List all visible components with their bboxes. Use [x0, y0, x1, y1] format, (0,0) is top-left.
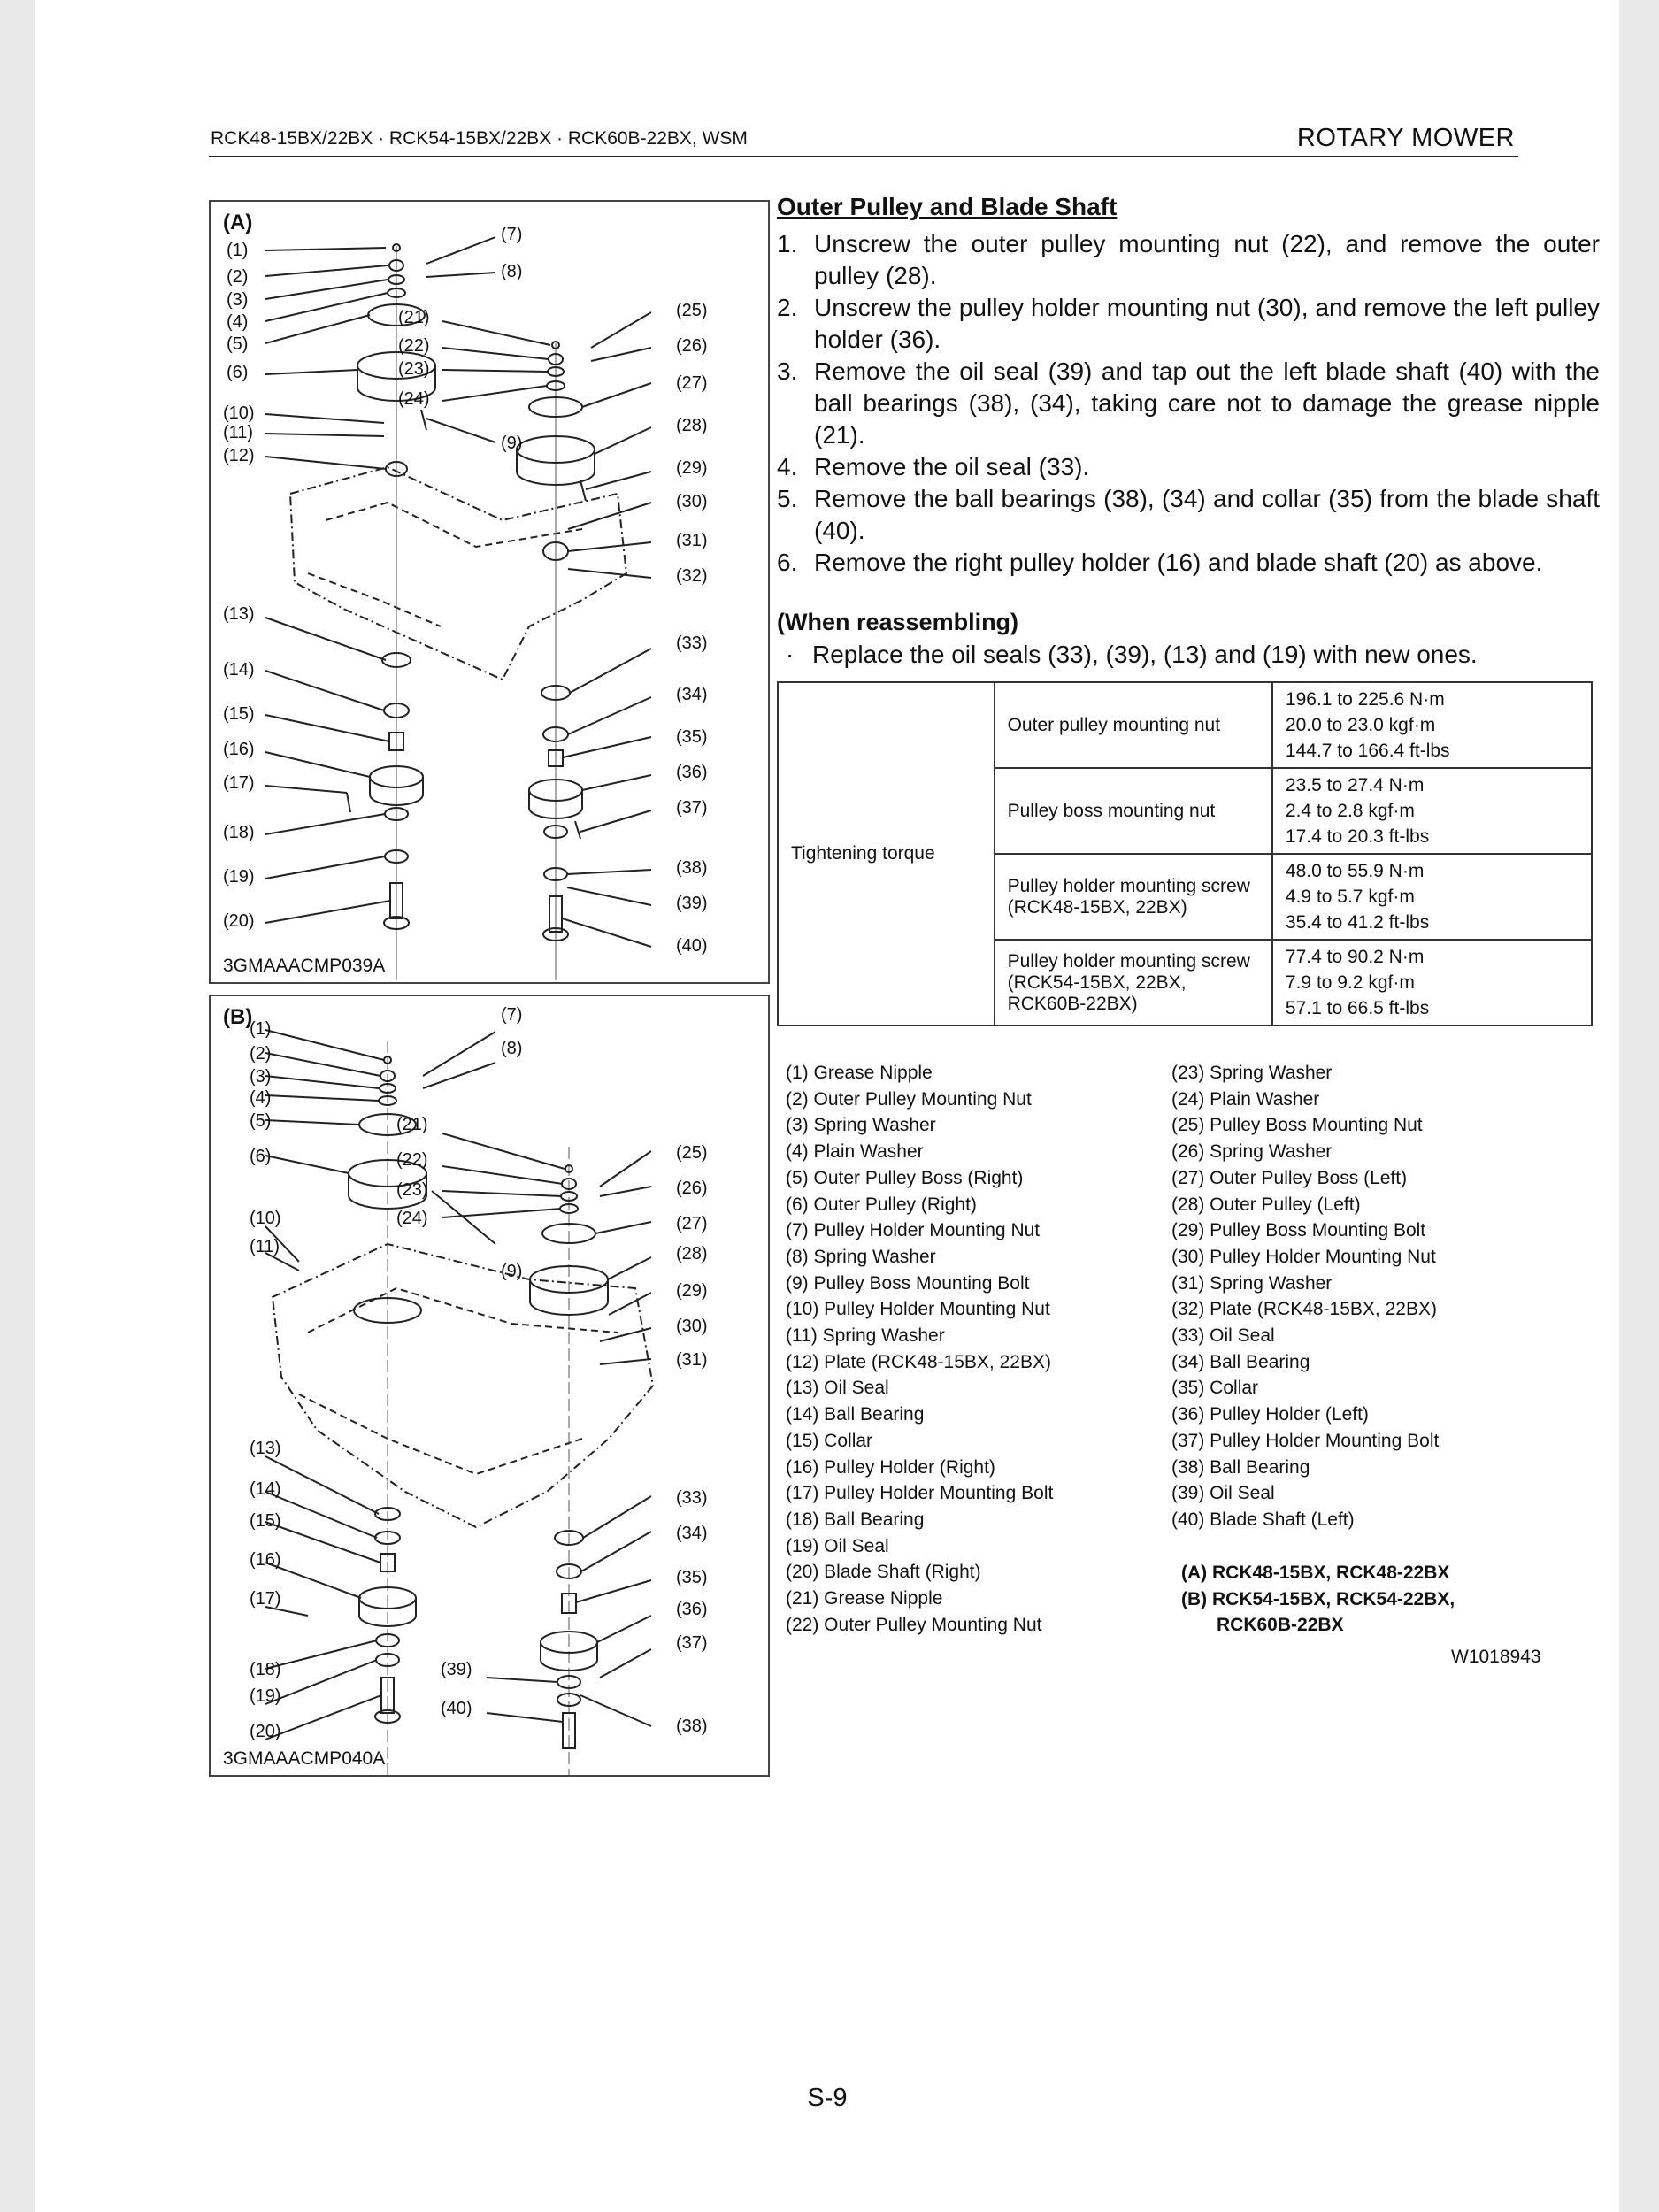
legend-item: (10) Pulley Holder Mounting Nut [786, 1299, 1050, 1320]
step-text: Remove the ball bearings (38), (34) and collar (35) from the blade shaft (40). [814, 485, 1600, 544]
legend-item: (28) Outer Pulley (Left) [1171, 1194, 1361, 1215]
callout: (24) [398, 389, 430, 409]
callout: (32) [676, 566, 708, 586]
callout: (30) [676, 492, 708, 511]
callout: (16) [223, 740, 255, 759]
figure-b-label: (B) [223, 1005, 253, 1029]
callout: (13) [223, 604, 255, 624]
legend-item: (14) Ball Bearing [786, 1404, 925, 1425]
callout: (35) [676, 1568, 708, 1587]
callout: (8) [501, 262, 523, 281]
callout: (29) [676, 1281, 708, 1301]
document-code: W1018943 [1451, 1647, 1541, 1667]
legend-item: (23) Spring Washer [1171, 1063, 1333, 1083]
tightening-torque-table [777, 681, 1593, 1026]
legend-item: (30) Pulley Holder Mounting Nut [1171, 1246, 1436, 1267]
model-key [1181, 1560, 1455, 1639]
callout: (1) [250, 1019, 272, 1039]
callout: (1) [227, 241, 249, 260]
callout: (31) [676, 1350, 708, 1370]
legend-item: (17) Pulley Holder Mounting Bolt [786, 1483, 1054, 1504]
table-row [778, 682, 1592, 768]
callout: (36) [676, 763, 708, 782]
spec-value: 17.4 to 20.3 ft-lbs [1285, 826, 1430, 847]
reassembling-text: Replace the oil seals (33), (39), (13) and (19) with new ones. [812, 641, 1478, 668]
figure-b-code: 3GMAAACMP040A [223, 1748, 386, 1769]
callout: (19) [250, 1686, 281, 1706]
callout: (21) [398, 308, 430, 327]
table-category-cell: Tightening torque [778, 682, 995, 1025]
model-key-item: (A) RCK48-15BX, RCK48-22BX [1181, 1563, 1450, 1583]
exploded-diagram-b-drawing [211, 996, 768, 1775]
legend-item: (18) Ball Bearing [786, 1509, 925, 1530]
legend-item: (6) Outer Pulley (Right) [786, 1194, 977, 1215]
spec-value: 196.1 to 225.6 N·m [1285, 689, 1445, 710]
callout: (5) [250, 1111, 272, 1131]
legend-item: (15) Collar [786, 1430, 873, 1451]
callout: (28) [676, 416, 708, 435]
callout: (39) [676, 894, 708, 913]
callout: (40) [676, 936, 708, 956]
step-number: 1. [777, 230, 798, 257]
model-key-item: (B) RCK54-15BX, RCK54-22BX, [1181, 1588, 1455, 1609]
figure-a-code: 3GMAAACMP039A [223, 956, 386, 976]
callout: (10) [223, 403, 255, 423]
step-number: 4. [777, 453, 798, 480]
legend-item: (29) Pulley Boss Mounting Bolt [1171, 1220, 1426, 1241]
page-number: S-9 [807, 2084, 848, 2112]
legend-item: (9) Pulley Boss Mounting Bolt [786, 1272, 1030, 1294]
step-item [777, 451, 1600, 483]
callout: (4) [227, 312, 249, 332]
spec-value: 35.4 to 41.2 ft-lbs [1285, 912, 1430, 933]
step-number: 6. [777, 549, 798, 576]
callout: (23) [398, 359, 430, 379]
callout: (35) [676, 727, 708, 747]
legend-item: (32) Plate (RCK48-15BX, 22BX) [1171, 1299, 1437, 1320]
callout: (2) [250, 1044, 272, 1064]
step-item [777, 356, 1600, 451]
legend-item: (2) Outer Pulley Mounting Nut [786, 1088, 1032, 1110]
table-spec-cell [1272, 940, 1592, 1025]
table-item-cell: Pulley boss mounting nut [995, 768, 1272, 854]
callout: (2) [227, 267, 249, 287]
callout: (22) [396, 1150, 428, 1170]
spec-value: 57.1 to 66.5 ft-lbs [1285, 998, 1430, 1018]
callout: (8) [501, 1039, 523, 1058]
table-item-cell: Pulley holder mounting screw (RCK48-15BX, 22BX) [995, 854, 1272, 940]
callout: (7) [501, 225, 523, 244]
step-item [777, 292, 1600, 356]
callout: (38) [676, 1717, 708, 1736]
legend-item: (24) Plain Washer [1171, 1088, 1320, 1110]
callout: (26) [676, 1179, 708, 1198]
callout: (28) [676, 1244, 708, 1263]
legend-item: (37) Pulley Holder Mounting Bolt [1171, 1430, 1440, 1451]
callout: (4) [250, 1088, 272, 1108]
spec-value: 4.9 to 5.7 kgf·m [1285, 887, 1415, 907]
callout: (20) [250, 1722, 281, 1741]
callout: (27) [676, 373, 708, 393]
legend-item: (33) Oil Seal [1171, 1325, 1275, 1347]
spec-value: 2.4 to 2.8 kgf·m [1285, 801, 1415, 821]
callout: (3) [250, 1067, 272, 1087]
callout: (27) [676, 1214, 708, 1233]
callout: (6) [227, 363, 249, 382]
model-key-item: RCK60B-22BX [1217, 1615, 1344, 1636]
procedure-steps [777, 228, 1600, 579]
callout: (33) [676, 1488, 708, 1508]
callout: (12) [223, 446, 255, 465]
legend-item: (1) Grease Nipple [786, 1063, 933, 1083]
reassembling-heading: (When reassembling) [777, 609, 1019, 635]
manual-page [35, 0, 1619, 2212]
callout: (11) [223, 423, 254, 442]
legend-item: (31) Spring Washer [1171, 1272, 1333, 1294]
step-text: Unscrew the outer pulley mounting nut (22), and remove the outer pulley (28). [814, 230, 1600, 289]
exploded-diagram-b [209, 995, 770, 1777]
table-item-cell: Pulley holder mounting screw (RCK54-15BX, 22BX, RCK60B-22BX) [995, 940, 1272, 1025]
callout: (19) [223, 867, 255, 887]
callout: (40) [441, 1699, 472, 1718]
callout: (38) [676, 858, 708, 878]
callout: (29) [676, 458, 708, 478]
callout: (33) [676, 634, 708, 653]
callout: (17) [250, 1589, 281, 1609]
legend-item: (36) Pulley Holder (Left) [1171, 1404, 1369, 1425]
legend-item: (35) Collar [1171, 1378, 1259, 1399]
legend-item: (7) Pulley Holder Mounting Nut [786, 1220, 1041, 1241]
callout: (15) [250, 1511, 281, 1531]
legend-item: (40) Blade Shaft (Left) [1171, 1509, 1355, 1530]
callout: (39) [441, 1660, 472, 1679]
step-item [777, 547, 1600, 579]
callout: (3) [227, 290, 249, 310]
exploded-diagram-a [209, 200, 770, 984]
reassembling-note [786, 641, 1478, 669]
step-item [777, 228, 1600, 292]
step-number: 5. [777, 485, 798, 512]
legend-item: (8) Spring Washer [786, 1246, 936, 1267]
callout: (15) [223, 704, 255, 724]
legend-item: (4) Plain Washer [786, 1141, 924, 1163]
callout: (37) [676, 1633, 708, 1653]
callout: (10) [250, 1209, 281, 1228]
header-model-list: RCK48-15BX/22BX · RCK54-15BX/22BX · RCK60B-22BX, WSM [211, 128, 748, 149]
callout: (26) [676, 336, 708, 356]
callout: (9) [501, 434, 523, 453]
callout: (21) [396, 1115, 428, 1134]
legend-item: (38) Ball Bearing [1171, 1456, 1310, 1478]
callout: (17) [223, 773, 255, 793]
table-spec-cell [1272, 682, 1592, 768]
legend-item: (21) Grease Nipple [786, 1588, 943, 1609]
parts-legend-right [1171, 1060, 1439, 1533]
callout: (16) [250, 1550, 281, 1570]
legend-item: (27) Outer Pulley Boss (Left) [1171, 1167, 1408, 1188]
parts-legend-left [786, 1060, 1053, 1638]
step-text: Remove the oil seal (39) and tap out the left blade shaft (40) with the ball bearings (38), (34), taking care not to damage the grease nipple (21). [814, 357, 1600, 449]
callout: (20) [223, 911, 255, 931]
section-title: Outer Pulley and Blade Shaft [777, 193, 1118, 220]
callout: (9) [501, 1262, 523, 1281]
legend-item: (13) Oil Seal [786, 1378, 889, 1399]
step-text: Remove the right pulley holder (16) and blade shaft (20) as above. [814, 549, 1543, 576]
spec-value: 23.5 to 27.4 N·m [1285, 775, 1425, 795]
legend-item: (19) Oil Seal [786, 1535, 889, 1556]
callout: (34) [676, 1524, 708, 1543]
callout: (14) [223, 660, 255, 680]
step-item [777, 483, 1600, 547]
callout: (23) [396, 1180, 428, 1200]
callout: (36) [676, 1600, 708, 1619]
legend-item: (16) Pulley Holder (Right) [786, 1456, 995, 1478]
legend-item: (20) Blade Shaft (Right) [786, 1562, 981, 1583]
callout: (37) [676, 798, 708, 818]
callout: (34) [676, 685, 708, 704]
callout: (7) [501, 1005, 523, 1025]
figure-a-label: (A) [223, 211, 253, 234]
step-number: 3. [777, 357, 798, 385]
legend-item: (25) Pulley Boss Mounting Nut [1171, 1115, 1423, 1136]
legend-item: (11) Spring Washer [786, 1325, 945, 1347]
table-item-cell: Outer pulley mounting nut [995, 682, 1272, 768]
callout: (30) [676, 1317, 708, 1336]
legend-item: (26) Spring Washer [1171, 1141, 1333, 1163]
spec-value: 20.0 to 23.0 kgf·m [1285, 715, 1436, 735]
callout: (31) [676, 531, 708, 550]
legend-item: (22) Outer Pulley Mounting Nut [786, 1614, 1042, 1635]
header-divider [209, 156, 1518, 157]
spec-value: 48.0 to 55.9 N·m [1285, 861, 1425, 881]
legend-item: (12) Plate (RCK48-15BX, 22BX) [786, 1351, 1051, 1372]
callout: (18) [250, 1660, 281, 1679]
header-section-title: ROTARY MOWER [1296, 124, 1515, 152]
table-spec-cell [1272, 854, 1592, 940]
callout: (5) [227, 334, 249, 354]
legend-item: (5) Outer Pulley Boss (Right) [786, 1167, 1024, 1188]
spec-value: 77.4 to 90.2 N·m [1285, 947, 1425, 967]
callout: (6) [250, 1147, 272, 1166]
step-text: Remove the oil seal (33). [814, 453, 1090, 480]
legend-item: (39) Oil Seal [1171, 1483, 1275, 1504]
spec-value: 144.7 to 166.4 ft-lbs [1285, 741, 1450, 761]
step-text: Unscrew the pulley holder mounting nut (30), and remove the left pulley holder (36). [814, 294, 1600, 353]
spec-value: 7.9 to 9.2 kgf·m [1285, 972, 1415, 993]
legend-item: (34) Ball Bearing [1171, 1351, 1310, 1372]
step-number: 2. [777, 294, 798, 321]
legend-item: (3) Spring Washer [786, 1115, 936, 1136]
table-spec-cell [1272, 768, 1592, 854]
callout: (25) [676, 301, 708, 320]
callout: (22) [398, 336, 430, 356]
callout: (25) [676, 1143, 708, 1163]
callout: (13) [250, 1439, 281, 1458]
callout: (24) [396, 1209, 428, 1228]
callout: (18) [223, 823, 255, 842]
bullet-icon: · [786, 641, 795, 668]
callout: (11) [250, 1237, 280, 1256]
callout: (14) [250, 1479, 281, 1499]
